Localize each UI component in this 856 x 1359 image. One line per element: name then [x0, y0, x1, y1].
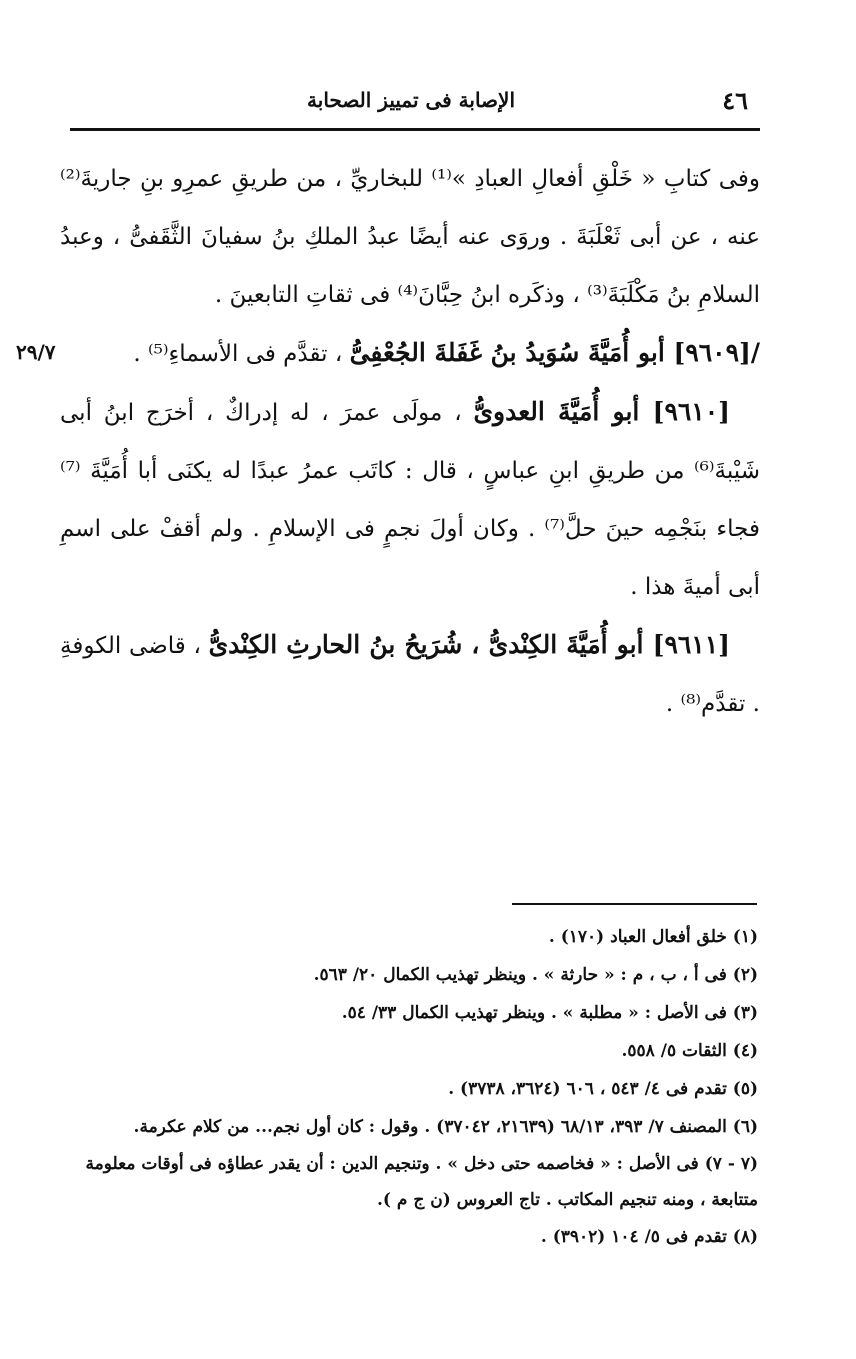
footnote: (١) خلق أفعال العباد (١٧٠) .	[548, 927, 758, 947]
footnote: (٣) فى الأصل : « مطلبة » . وينظر تهذيب الكمال ٣٣/ ٥٤.	[341, 1003, 758, 1023]
footnote: (٧ - ٧) فى الأصل : « فخاصمه حتى دخل » . وتنجيم الدين : أن يقدر عطاؤه فى أوقات معلومة متتابعة ، ومنه تنجيم المكاتب . تاج العروس (ن ج م ).	[85, 1154, 758, 1210]
footnote: (٨) تقدم فى ٥/ ١٠٤ (٣٩٠٢) .	[540, 1227, 758, 1247]
paragraph-text: وفى كتابِ « خَلْقِ أفعالِ العبادِ »⁽¹⁾ للبخاريِّ ، من طريقِ عمرِو بنِ جاريةَ⁽²⁾ عنه ، عن أبى ثَعْلَبَةَ . وروَى عنه أيضًا عبدُ الملكِ بنُ سفيانَ الثَّقَفىُّ ، وعبدُ السلامِ بنُ مَكْلَبَةَ⁽³⁾ ، وذكَره ابنُ حِبَّانَ⁽⁴⁾ فى ثقاتِ التابعينَ .	[60, 166, 760, 308]
page-number: ٤٦	[722, 86, 748, 115]
entry-text: ، قاضى الكوفةِ . تقدَّم⁽⁸⁾ .	[60, 633, 760, 717]
entry-9609	[60, 324, 760, 383]
entry-heading: [٩٦١٠] أبو أُمَيَّةَ العدوىُّ	[473, 397, 730, 426]
entry-heading: [٩٦١١] أبو أُمَيَّةَ الكِنْدىُّ ، شُرَيحُ بنُ الحارثِ الكِنْدىُّ	[208, 630, 730, 659]
main-text	[60, 150, 760, 733]
paragraph-intro	[60, 150, 760, 324]
entry-text: ، تقدَّم فى الأسماءِ⁽⁵⁾ .	[133, 341, 343, 367]
footnote: (٤) الثقات ٥/ ٥٥٨.	[621, 1041, 758, 1061]
entry-9611	[60, 616, 760, 733]
header-divider	[70, 128, 760, 131]
entry-text: ، مولَى عمرَ ، له إدراكٌ ، أخرَج ابنُ أبى شَيْبةَ⁽⁶⁾ من طريقِ ابنِ عباسٍ ، قال : كاتَب عمرُ عبدًا له يكنَى أبا أُمَيَّةَ ⁽⁷⁾فجاء بنَجْمِه حينَ حلَّ⁽⁷⁾ . وكان أولَ نجمٍ فى الإسلامِ . ولم أقفْ على اسمِ أبى أميةَ هذا .	[60, 400, 760, 600]
footnote: (٦) المصنف ٧/ ٣٩٣، ٦٨/١٣ (٢١٦٣٩، ٣٧٠٤٢) . وقول : كان أول نجم... من كلام عكرمة.	[133, 1117, 758, 1137]
footnotes	[62, 918, 758, 1256]
running-title: الإصابة فى تمييز الصحابة	[307, 88, 515, 112]
footnote: (٢) فى أ ، ب ، م : « حارثة » . وينظر تهذيب الكمال ٢٠/ ٥٦٣.	[313, 965, 758, 985]
entry-heading: /[٩٦٠٩] أبو أُمَيَّةَ سُوَيدُ بنُ غَفَلةَ الجُعْفِىُّ	[349, 338, 760, 367]
page-header	[70, 86, 760, 124]
footnote: (٥) تقدم فى ٤/ ٥٤٣ ، ٦٠٦ (٣٦٢٤، ٣٧٣٨) .	[448, 1079, 758, 1099]
margin-reference: ٢٩/٧	[16, 340, 56, 364]
footnote-divider	[512, 903, 757, 905]
entry-9610	[60, 383, 760, 616]
